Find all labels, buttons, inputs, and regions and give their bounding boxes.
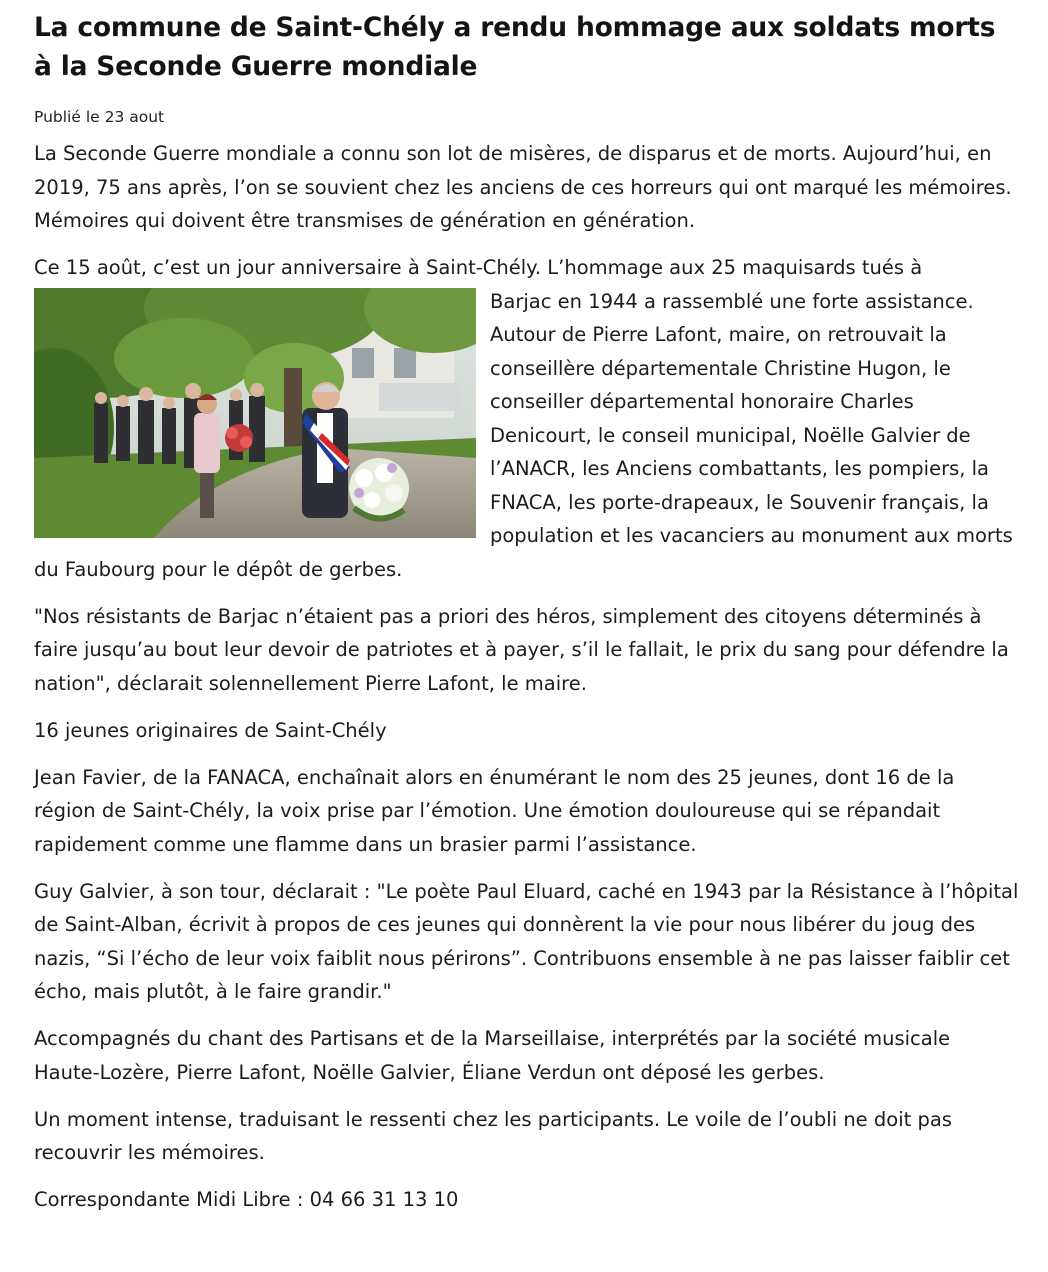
paragraph-anniversary-lead: Ce 15 août, c’est un jour anniversaire à Saint-Chély. L’hommage aux 25 maquisards tués à [34,256,923,279]
paragraph-intro: La Seconde Guerre mondiale a connu son lot de misères, de disparus et de morts. Aujourd’hui, en 2019, 75 ans après, l’on se souvient chez les anciens de ces horreurs qui ont marqué les mémoires. Mémoires qui doivent être transmises de génération en génération. [34,142,1012,232]
publish-date: Publié le 23 aout [34,108,165,126]
paragraph-mayor-quote: "Nos résistants de Barjac n’étaient pas a priori des héros, simplement des citoyens déterminés à faire jusqu’au bout leur devoir de patriotes et à payer, s’il le fallait, le prix du sang pour défendre la nation", déclarait solennellement Pierre Lafont, le maire. [34,604,1009,695]
ceremony-photo [34,288,476,538]
paragraph-partisans: Accompagnés du chant des Partisans et de la Marseillaise, interprétés par la société musicale Haute-Lozère, Pierre Lafont, Noëlle Galvier, Éliane Verdun ont déposé les gerbes. [34,1027,951,1084]
article-title: La commune de Saint-Chély a rendu hommage aux soldats morts à la Seconde Guerre mondiale [34,12,996,82]
subheading: 16 jeunes originaires de Saint-Chély [34,718,387,742]
paragraph-galvier: Guy Galvier, à son tour, déclarait : "Le poète Paul Eluard, caché en 1943 par la Résistance à l’hôpital de Saint-Alban, écrivit à propos de ces jeunes qui donnèrent la vie pour nous libérer du joug des nazis, “Si l’écho de leur voix faiblit nous périrons”. Contribuons ensemble à ne pas laisser faiblir cet écho, mais plutôt, à le faire grandir." [34,879,1019,1003]
paragraph-anniversary: Barjac en 1944 a rassemblé une forte assistance. Autour de Pierre Lafont, maire, on retrouvait la conseillère départementale Christine Hugon, le conseiller départemental honoraire Charles Denicourt, le conseil municipal, Noëlle Galvier de l’ANACR, les Anciens combattants, les pompiers, la FNACA, les porte-drapeaux, le Souvenir français, la population et les vacanciers au monument aux morts du Faubourg pour le dépôt de gerbes. [34,289,1013,581]
paragraph-favier: Jean Favier, de la FANACA, enchaînait alors en énumérant le nom des 25 jeunes, dont 16 de la région de Saint-Chély, la voix prise par l’émotion. Une émotion douloureuse qui se répandait rapidement comme une flamme dans un brasier parmi l’assistance. [34,765,955,856]
correspondent-contact: Correspondante Midi Libre : 04 66 31 13 10 [34,1188,459,1211]
paragraph-conclusion: Un moment intense, traduisant le ressenti chez les participants. Le voile de l’oubli ne doit pas recouvrir les mémoires. [34,1107,952,1164]
article [34,8,1019,1217]
